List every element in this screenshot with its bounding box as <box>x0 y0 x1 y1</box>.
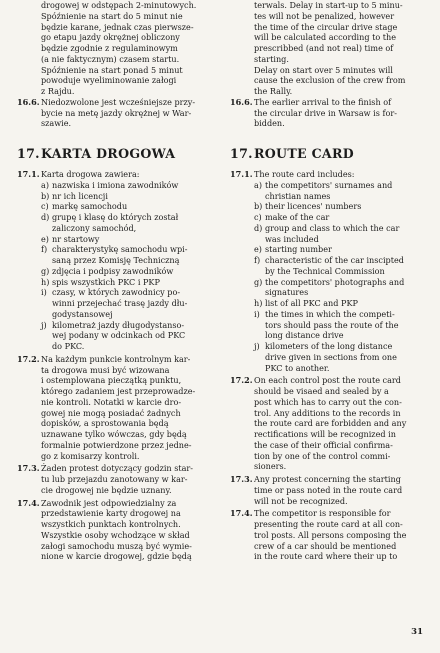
list-letter: d) <box>254 222 263 233</box>
text-line: Spóźnienie na start ponad 5 minut <box>41 64 183 75</box>
text-line: i ostemplowana pieczątką punktu, <box>41 375 182 386</box>
list-letter: a) <box>41 179 49 190</box>
list-item <box>41 201 205 212</box>
text-line: terwals. Delay in start-up to 5 minu- <box>254 0 403 10</box>
list-letter: a) <box>254 179 262 190</box>
text-line: by the Technical Commission <box>265 265 385 276</box>
text-line: cause the exclusion of the crew from <box>254 75 406 86</box>
text-line: the competitors' surnames and <box>265 179 393 190</box>
article-number: 17.2. <box>230 375 253 386</box>
text-line: bidden. <box>254 118 285 129</box>
section-title: ROUTE CARD <box>254 146 354 161</box>
list-item <box>254 309 418 341</box>
article-number: 17.4. <box>230 508 253 519</box>
list-letter: e) <box>254 244 262 255</box>
list-letter: g) <box>41 265 50 276</box>
paragraph-16-5-continued <box>17 0 205 97</box>
article-17-1 <box>230 169 418 373</box>
text-line: trol posts. All persons composing the <box>254 529 407 540</box>
text-line: do PKC. <box>52 341 85 351</box>
list-item <box>41 180 205 191</box>
list-letter: c) <box>254 212 262 222</box>
polish-column <box>17 0 205 562</box>
section-title: KARTA DROGOWA <box>41 146 176 161</box>
text-line: czasy, w których zawodnicy po- <box>52 287 181 298</box>
list-item <box>41 191 205 202</box>
text-line: was included <box>265 233 319 244</box>
list-item <box>41 244 205 266</box>
text-line: charakterystykę samochodu wpi- <box>52 244 188 255</box>
text-line: signatures <box>265 287 309 298</box>
text-line: z Rajdu. <box>41 86 75 96</box>
text-line: starting. <box>254 53 289 64</box>
text-line: Niedozwolone jest wcześniejsze przy- <box>41 96 196 107</box>
text-line: kilometraż jazdy długodystanso- <box>52 319 185 330</box>
text-line: go etapu jazdy okrężnej obliczony <box>41 32 180 43</box>
text-line: ta drogowa musi być wizowana <box>41 364 170 375</box>
article-16-6 <box>230 97 418 129</box>
article-16-6 <box>17 97 205 129</box>
text-line: zaliczony samochód, <box>52 222 137 233</box>
section-heading <box>17 146 205 161</box>
text-line: nazwiska i imiona zawodników <box>52 179 179 190</box>
text-line: On each control post the route card <box>254 375 401 386</box>
text-line: będzie zgodnie z regulaminowym <box>41 43 178 53</box>
list-letter: b) <box>254 201 263 212</box>
text-line: Delay on start over 5 minutes will <box>254 64 393 75</box>
text-line: saną przez Komisję Techniczną <box>52 255 180 265</box>
text-line: będzie karane, jednak czas pierwsze- <box>41 21 194 32</box>
text-line: rectifications will be recognized in <box>254 429 396 439</box>
text-line: Wszystkie osoby wchodzące w skład <box>41 529 190 540</box>
list-letter: d) <box>41 212 50 222</box>
text-line: sioners. <box>254 461 287 472</box>
text-line: prescribbed (and not real) time of <box>254 43 394 53</box>
text-line: post which has to carry out the con- <box>254 396 402 407</box>
text-line: markę samochodu <box>52 201 128 212</box>
text-line: Spóźnienie na start do 5 minut nie <box>41 10 183 21</box>
text-line: presenting the route card at all con- <box>254 519 403 529</box>
text-line: christian names <box>265 190 331 201</box>
text-line: the competitors' photographs and <box>265 276 405 287</box>
text-line: uznawane tylko wówczas, gdy będą <box>41 429 187 439</box>
text-line: załogi samochodu muszą być wymie- <box>41 540 192 551</box>
article-17-3 <box>230 474 418 506</box>
list-item <box>254 201 418 212</box>
text-line: the route card are forbidden and any <box>254 418 407 429</box>
text-line: The earlier arrival to the finish of <box>254 96 392 107</box>
section-heading <box>230 146 418 161</box>
text-line: grupę i klasę do których został <box>52 212 179 222</box>
article-17-1 <box>17 169 205 352</box>
text-line: in the route card where their up to <box>254 551 398 562</box>
text-line: the case of their official confirma- <box>254 439 393 450</box>
text-line: winni przejechać trasę jazdy dłu- <box>52 298 188 308</box>
text-line: will not be recognized. <box>254 495 348 506</box>
list-letter: h) <box>41 276 50 287</box>
text-line: powoduje wyeliminowanie załogi <box>41 75 177 86</box>
text-line: tu lub przejazdu zanotowany w kar- <box>41 474 188 484</box>
text-line: wej podany w odcinkach od PKC <box>52 330 186 341</box>
text-line: the times in which the competi- <box>265 308 395 319</box>
text-line: should be visaed and sealed by a <box>254 386 389 396</box>
paragraph-16-5-continued <box>230 0 418 97</box>
list-item <box>41 320 205 352</box>
text-line: formalnie potwierdzone przez jedne- <box>41 439 192 450</box>
text-line: nr ich licencji <box>52 190 108 201</box>
text-line: gowej nie mogą posiadać żadnych <box>41 407 181 418</box>
text-line: Na każdym punkcie kontrolnym kar- <box>41 353 191 364</box>
text-line: their licences' numbers <box>265 201 362 212</box>
list-item <box>254 277 418 299</box>
text-line: szawie. <box>41 118 72 129</box>
list-letter: f) <box>254 255 261 265</box>
text-line: The route card includes: <box>254 169 355 179</box>
text-line: crew of a car should be mentioned <box>254 540 397 551</box>
text-line: the time of the circular drive stage <box>254 21 398 32</box>
text-line: zdjęcia i podpisy zawodników <box>52 265 174 276</box>
text-line: characteristic of the car inscipted <box>265 255 404 265</box>
text-line: Any protest concerning the starting <box>254 474 401 484</box>
text-line: cie drogowej nie będzie uznany. <box>41 484 172 495</box>
list-item <box>254 244 418 255</box>
text-line: nione w karcie drogowej, gdzie będą <box>41 551 192 562</box>
text-line: Żaden protest dotyczący godzin star- <box>41 463 194 474</box>
list-item <box>254 298 418 309</box>
text-line: PKC to another. <box>265 362 330 373</box>
text-line: wszystkich punktach kontrolnych. <box>41 519 181 529</box>
list-letter: j) <box>254 341 260 351</box>
english-column <box>230 0 418 562</box>
text-line: drogowej w odstępach 2-minutowych. <box>41 0 197 10</box>
list-letter: b) <box>41 190 50 201</box>
list-letter: e) <box>41 233 49 244</box>
article-number: 17.3. <box>230 474 253 484</box>
text-line: nie kontroli. Notatki w karcie dro- <box>41 396 182 407</box>
article-17-4 <box>230 508 418 562</box>
text-line: group and class to which the car <box>265 222 400 233</box>
text-line: the Rally. <box>254 86 293 96</box>
list-item <box>254 223 418 245</box>
text-line: the circular drive in Warsaw is for- <box>254 107 397 118</box>
text-line: make of the car <box>265 212 330 222</box>
list-letter: i) <box>41 287 47 298</box>
text-line: godystansowej <box>52 308 113 319</box>
text-line: kilometers of the long distance <box>265 341 393 351</box>
list-item <box>254 341 418 373</box>
list-item <box>254 255 418 277</box>
text-line: list of all PKC and PKP <box>265 298 358 308</box>
article-17-2 <box>17 354 205 462</box>
text-line: tes will not be penalized, however <box>254 10 395 21</box>
list-item <box>254 212 418 223</box>
list-item <box>41 266 205 277</box>
text-line: The competitor is responsible for <box>254 508 391 519</box>
section-number: 17. <box>17 146 40 161</box>
list-letter: i) <box>254 308 260 319</box>
article-number: 17.3. <box>17 463 40 474</box>
article-number: 17.1. <box>17 169 40 179</box>
article-number: 17.4. <box>17 497 40 508</box>
list-item <box>41 234 205 245</box>
article-number: 17.2. <box>17 353 40 364</box>
list-item <box>41 212 205 234</box>
list-letter: j) <box>41 319 47 330</box>
text-line: spis wszystkich PKC i PKP <box>52 276 160 287</box>
text-line: nr startowy <box>52 233 100 244</box>
page-number: 31 <box>411 627 423 637</box>
text-line: trol. Any additions to the records in <box>254 407 401 418</box>
article-number: 17.1. <box>230 169 253 179</box>
text-line: Zawodnik jest odpowiedzialny za <box>41 497 177 508</box>
text-line: Karta drogowa zawiera: <box>41 169 140 179</box>
text-line: go z komisarzy kontroli. <box>41 450 140 461</box>
article-17-2 <box>230 375 418 472</box>
text-line: starting number <box>265 244 332 255</box>
list-letter: h) <box>254 298 263 308</box>
list-item <box>254 180 418 202</box>
article-number: 16.6. <box>17 96 40 107</box>
text-line: tion by one of the control commi- <box>254 450 391 461</box>
text-line: (a nie faktycznym) czasem startu. <box>41 53 180 64</box>
text-line: time or pass noted in the route card <box>254 484 403 495</box>
list-letter: g) <box>254 276 263 287</box>
text-line: którego zadaniem jest przeprowadze- <box>41 386 196 396</box>
list-letter: c) <box>41 201 49 212</box>
list-item <box>41 287 205 319</box>
text-line: drive given in sections from one <box>265 351 397 362</box>
text-line: bycie na metę jazdy okrężnej w War- <box>41 107 192 118</box>
article-17-3 <box>17 463 205 495</box>
list-item <box>41 277 205 288</box>
text-line: will be calculated according to the <box>254 32 397 43</box>
text-line: long distance drive <box>265 330 344 341</box>
text-line: dopisków, a sprostowania będą <box>41 418 169 429</box>
text-line: przedstawienie karty drogowej na <box>41 508 181 519</box>
text-line: tors should pass the route of the <box>265 319 399 330</box>
article-number: 16.6. <box>230 96 253 107</box>
list-letter: f) <box>41 244 48 255</box>
section-number: 17. <box>230 146 253 161</box>
article-17-4 <box>17 498 205 563</box>
